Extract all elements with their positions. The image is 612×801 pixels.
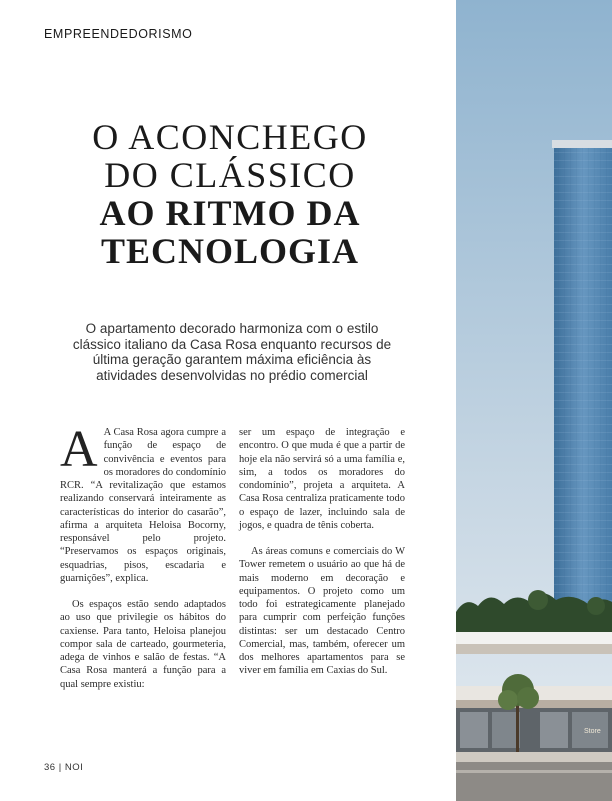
article-headline bbox=[40, 118, 420, 270]
footer-separator: | bbox=[58, 762, 62, 773]
page-footer bbox=[44, 762, 83, 773]
section-label: EMPREENDEDORISMO bbox=[44, 27, 193, 41]
drop-cap: A bbox=[60, 421, 98, 478]
body-paragraph: ser um espaço de integração e encontro. O que muda é que a partir de hoje ela não servirá só a uma família e, sim, a todos os moradores do condomínio”, projeta a arquiteta. A Casa Rosa centraliza praticamente todo o espaço de lazer, incluindo sala de jogos, e quadra de tênis coberta. bbox=[239, 427, 405, 531]
article-deck: O apartamento decorado harmoniza com o estilo clássico italiano da Casa Rosa enquanto recursos de última geração garantem máxima eficiência às atividades desenvolvidas no prédio comercial bbox=[72, 321, 392, 383]
body-paragraph: As áreas comuns e comerciais do W Tower remetem o usuário ao que há de mais moderno em decoração e equipamentos. O projeto como um todo foi estrategicamente planejado para cumprir com perfeição funções distintas: ser um destacado Centro Comercial, mas, também, oferecer um dos melhores apartamentos para se viver em família em Caxias do Sul. bbox=[239, 546, 405, 677]
headline-line-3: AO RITMO DA bbox=[99, 193, 361, 233]
body-paragraph: Os espaços estão sendo adaptados ao uso que privilegie os hábitos do caxiense. Para tanto, Heloisa planejou compor sala de carteado, gourmeteria, adega de vinhos e salão de festas. “A Casa Rosa manterá a função para a qual sempre existiu: bbox=[60, 599, 226, 690]
body-paragraph bbox=[60, 421, 226, 585]
tower-illustration bbox=[456, 0, 612, 801]
store-sign: Store bbox=[584, 728, 601, 735]
page-number: 36 bbox=[44, 762, 56, 773]
paragraph-text: A Casa Rosa agora cumpre a função de espaço de convivência e eventos para os moradores do condomínio RCR. “A revitalização que estamos realizando conservará inteiramente as características do interior do casarão”, afirma a arquiteta Heloisa Bocorny, responsável pelo projeto. “Preservamos os espaços originais, esquadrias, pisos, escadaria e guarnições”, explica. bbox=[60, 427, 226, 584]
body-column-left bbox=[60, 421, 226, 704]
headline-line-1: O ACONCHEGO bbox=[92, 117, 368, 157]
headline-line-2: DO CLÁSSICO bbox=[104, 155, 356, 195]
headline-line-4: TECNOLOGIA bbox=[100, 231, 360, 271]
body-column-right bbox=[239, 426, 405, 691]
magazine-name: NOI bbox=[64, 762, 84, 773]
building-photo bbox=[456, 0, 612, 801]
